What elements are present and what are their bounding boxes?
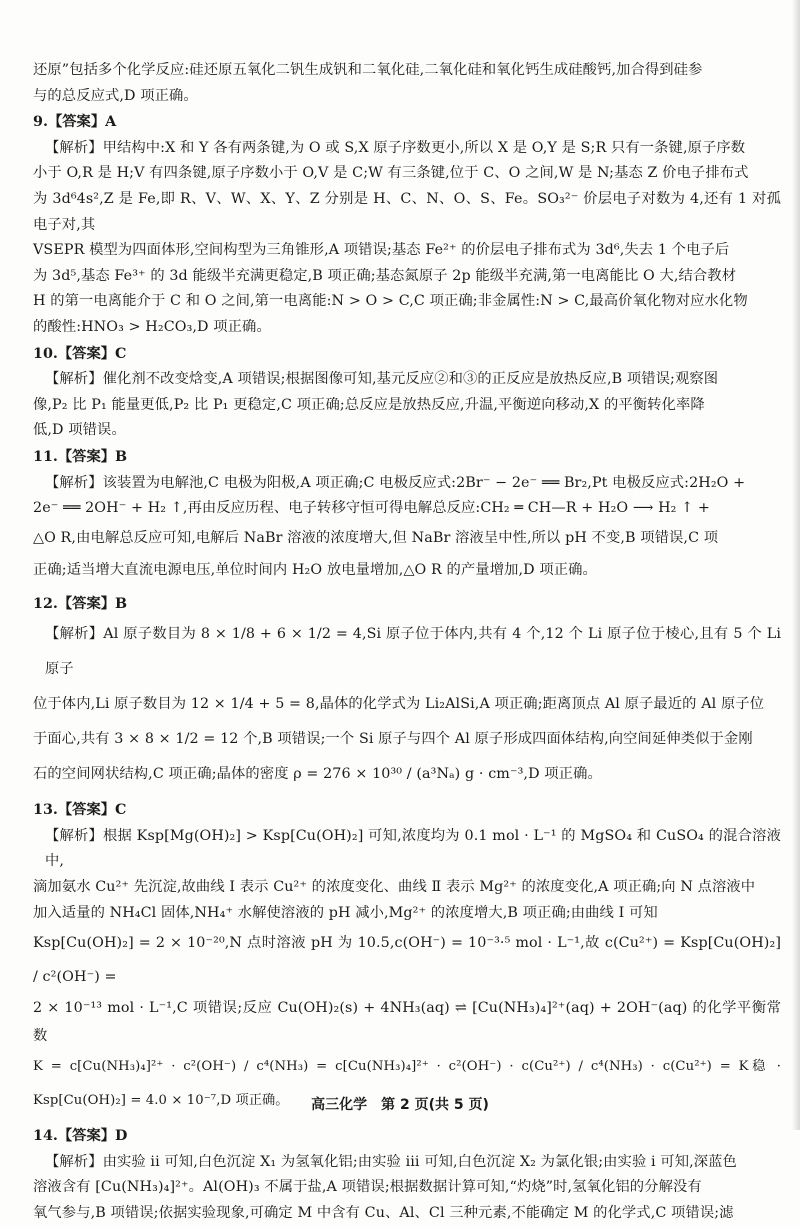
answer-label: 【答案】A xyxy=(47,114,117,131)
answer-heading xyxy=(33,445,781,471)
explanation-line: 【解析】Al 原子数目为 8 × 1/8 + 6 × 1/2 = 4,Si 原子位于体内,共有 4 个,12 个 Li 原子位于棱心,且有 5 个 Li 原子 xyxy=(45,626,781,678)
explanation-line: 石的空间网状结构,C 项正确;晶体的密度 ρ = 276 × 10³⁰ / (a³Nₐ) g · cm⁻³,D 项正确。 xyxy=(33,766,602,783)
explanation-line: 的酸性:HNO₃ > H₂CO₃,D 项正确。 xyxy=(33,318,271,335)
answer-heading xyxy=(33,592,781,618)
explanation-line: 低,D 项错误。 xyxy=(33,422,126,439)
explanation-line: Ksp[Cu(OH)₂] = 2 × 10⁻²⁰,N 点时溶液 pH 为 10.5,c(OH⁻) = 10⁻³·⁵ mol · L⁻¹,故 c(Cu²⁺) = Ksp[Cu(OH)₂] / c²(OH⁻) = xyxy=(33,935,781,986)
question-13 xyxy=(33,798,781,1118)
answer-label: 【答案】C xyxy=(57,345,127,362)
explanation-line: 为 3d⁶4s²,Z 是 Fe,即 R、V、W、X、Y、Z 分别是 H、C、N、O、S、Fe。SO₃²⁻ 价层电子对数为 4,还有 1 对孤电子对,其 xyxy=(33,190,781,233)
explanation-line: 2e⁻ ══ 2OH⁻ + H₂ ↑,再由反应历程、电子转移守恒可得电解总反应:CH₂ ═ CH—R + H₂O ⟶ H₂ ↑ + xyxy=(33,500,710,517)
answer-heading xyxy=(33,1124,781,1150)
explanation-line: 氧气参与,B 项错误;依据实验现象,可确定 M 中含有 Cu、Al、Cl 三种元素,不能确定 M 的化学式,C 项错误;滤 xyxy=(33,1205,734,1222)
intro-line: 还原”包括多个化学反应:硅还原五氧化二钒生成钒和二氧化硅,二氧化硅和氧化钙生成硅酸钙,加合得到硅参 xyxy=(33,62,703,78)
question-number: 11. xyxy=(33,448,58,465)
question-number: 13. xyxy=(33,802,58,819)
explanation-line: 位于体内,Li 原子数目为 12 × 1/4 + 5 = 8,晶体的化学式为 Li₂AlSi,A 项正确;距离顶点 Al 原子最近的 Al 原子位 xyxy=(33,696,765,713)
explanation-line: 2 × 10⁻¹³ mol · L⁻¹,C 项错误;反应 Cu(OH)₂(s) + 4NH₃(aq) ⇌ [Cu(NH₃)₄]²⁺(aq) + 2OH⁻(aq) 的化学平衡常数 xyxy=(33,1000,781,1045)
explanation-line: 【解析】催化剂不改变焓变,A 项错误;根据图像可知,基元反应②和③的正反应是放热反应,B 项错误;观察图 xyxy=(45,371,719,388)
answer-label: 【答案】B xyxy=(57,448,128,465)
question-number: 10. xyxy=(33,345,58,362)
question-12 xyxy=(33,592,781,793)
explanation-line: 滴加氨水 Cu²⁺ 先沉淀,故曲线 Ⅰ 表示 Cu²⁺ 的浓度变化、曲线 Ⅱ 表示 Mg²⁺ 的浓度变化,A 项正确;向 N 点溶液中 xyxy=(33,879,756,896)
explanation-line: △O R,由电解总反应可知,电解后 NaBr 溶液的浓度增大,但 NaBr 溶液呈中性,所以 pH 不变,B 项错误,C 项 xyxy=(33,529,719,546)
explanation-line: 于面心,共有 3 × 8 × 1/2 = 12 个,B 项错误;一个 Si 原子与四个 Al 原子形成四面体结构,向空间延伸类似于金刚 xyxy=(33,731,753,748)
answer-heading xyxy=(33,110,781,136)
explanation-line: 小于 O,R 是 H;V 有四条键,原子序数小于 O,V 是 C;W 有三条键,位于 C、O 之间,W 是 N;基态 Z 价电子排布式 xyxy=(33,165,749,182)
question-10 xyxy=(33,342,781,444)
question-number: 14. xyxy=(33,1128,58,1145)
answer-label: 【答案】C xyxy=(57,802,127,819)
explanation-line: 正确;适当增大直流电源电压,单位时间内 H₂O 放电量增加,△O R 的产量增加,D 项正确。 xyxy=(33,561,597,578)
question-9 xyxy=(33,110,781,340)
explanation-line: VSEPR 模型为四面体形,空间构型为三角锥形,A 项错误;基态 Fe²⁺ 的价层电子排布式为 3d⁶,失去 1 个电子后 xyxy=(33,242,730,259)
explanation-line: H 的第一电离能介于 C 和 O 之间,第一电离能:N > O > C,C 项正确;非金属性:N > C,最高价氧化物对应水化物 xyxy=(33,293,748,310)
page-footer: 高三化学 第 2 页(共 5 页) xyxy=(311,1097,489,1113)
answer-heading xyxy=(33,342,781,368)
intro-line: 与的总反应式,D 项正确。 xyxy=(33,87,198,104)
question-14 xyxy=(33,1124,781,1226)
explanation-line: 加入适量的 NH₄Cl 固体,NH₄⁺ 水解使溶液的 pH 减小,Mg²⁺ 的浓度增大,B 项正确;由曲线 Ⅰ 可知 xyxy=(33,904,658,921)
question-number: 9. xyxy=(33,114,48,131)
answer-label: 【答案】D xyxy=(57,1128,128,1145)
explanation-line: K = c[Cu(NH₃)₄]²⁺ · c²(OH⁻) / c⁴(NH₃) = c[Cu(NH₃)₄]²⁺ · c²(OH⁻) · c(Cu²⁺) / c⁴(NH₃) · c(Cu²⁺) = K稳 · Ksp[Cu(OH)₂] = 4.0 × 10⁻⁷,D 项正确。 xyxy=(33,1059,781,1109)
explanation-line: 像,P₂ 比 P₁ 能量更低,P₂ 比 P₁ 更稳定,C 项正确;总反应是放热反应,升温,平衡逆向移动,X 的平衡转化率降 xyxy=(33,396,705,413)
answer-label: 【答案】B xyxy=(57,595,128,612)
answer-heading xyxy=(33,798,781,824)
question-11 xyxy=(33,445,781,586)
question-number: 12. xyxy=(33,595,58,612)
explanation-line: 【解析】由实验 ii 可知,白色沉淀 X₁ 为氢氧化铝;由实验 iii 可知,白色沉淀 X₂ 为氯化银;由实验 i 可知,深蓝色 xyxy=(45,1153,737,1170)
explanation-line: 为 3d⁵,基态 Fe³⁺ 的 3d 能级半充满更稳定,B 项正确;基态氮原子 2p 能级半充满,第一电离能比 O 大,结合教材 xyxy=(33,267,737,284)
explanation-line: 【解析】甲结构中:X 和 Y 各有两条键,为 O 或 S,X 原子序数更小,所以 X 是 O,Y 是 S;R 只有一条键,原子序数 xyxy=(45,139,746,156)
explanation-line: 【解析】该装置为电解池,C 电极为阳极,A 项正确;C 电极反应式:2Br⁻ − 2e⁻ ══ Br₂,Pt 电极反应式:2H₂O + xyxy=(45,474,746,491)
explanation-line: 【解析】根据 Ksp[Mg(OH)₂] > Ksp[Cu(OH)₂] 可知,浓度均为 0.1 mol · L⁻¹ 的 MgSO₄ 和 CuSO₄ 的混合溶液中, xyxy=(45,827,781,870)
document-page xyxy=(33,58,781,1227)
page-edge-shadow xyxy=(792,0,800,1130)
explanation-line: 溶液含有 [Cu(NH₃)₄]²⁺。Al(OH)₃ 不属于盐,A 项错误;根据数据计算可知,“灼烧”时,氢氧化铝的分解没有 xyxy=(33,1179,702,1196)
